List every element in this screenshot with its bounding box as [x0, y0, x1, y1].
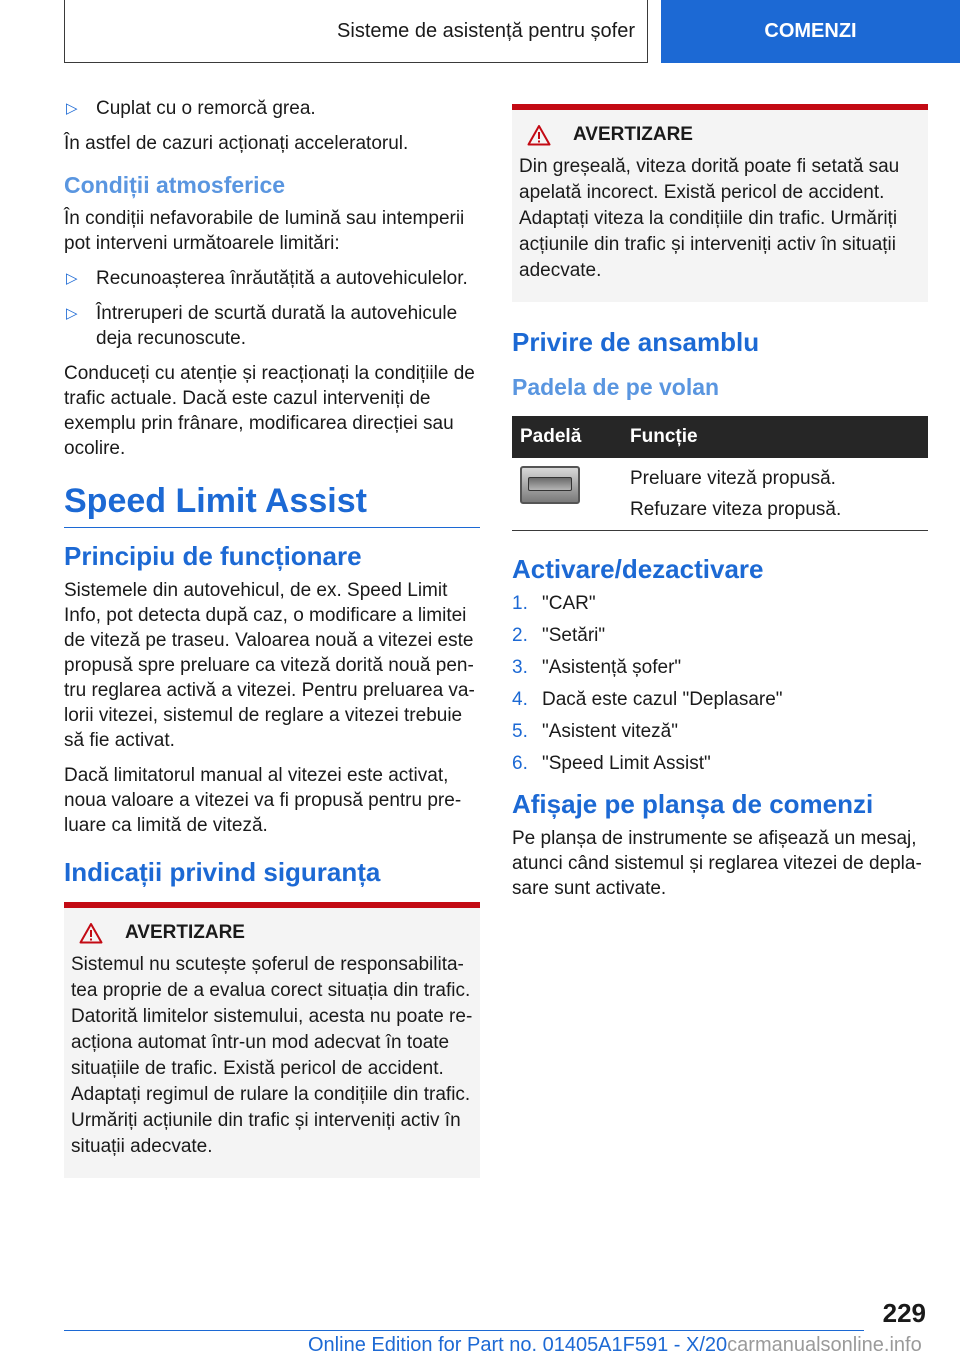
- triangle-bullet-icon: ▷: [66, 305, 78, 322]
- list-item-text: Întreruperi de scurtă durată la autovehicule deja recunoscute.: [96, 303, 458, 349]
- table-cell-paddle: [512, 458, 622, 531]
- footer-edition-text: Online Edition for Part no. 01405A1F591 - X/20: [308, 1334, 728, 1356]
- list-item: [512, 687, 928, 712]
- triangle-bullet-icon: ▷: [66, 270, 78, 287]
- list-item: [512, 751, 928, 776]
- step-number: 5.: [512, 721, 528, 742]
- table-cell-function: [622, 458, 928, 531]
- list-item: [512, 719, 928, 744]
- heading-weather: Condiții atmosferice: [64, 172, 286, 198]
- step-number: 3.: [512, 657, 528, 678]
- page-title: Speed Limit Assist: [64, 482, 367, 520]
- step-text: Dacă este cazul "Deplasare": [542, 689, 783, 710]
- step-number: 1.: [512, 593, 528, 614]
- list-item: [512, 655, 928, 680]
- list-item-text: Cuplat cu o remorcă grea.: [96, 98, 316, 119]
- heading-safety: Indicații privind siguranța: [64, 857, 381, 887]
- warning-title-text: AVERTIZARE: [125, 922, 245, 943]
- warning-title-text: AVERTIZARE: [573, 124, 693, 145]
- triangle-bullet-icon: ▷: [66, 100, 78, 117]
- step-text: "Setări": [542, 625, 606, 646]
- step-number: 2.: [512, 625, 528, 646]
- list-item: [64, 96, 480, 121]
- heading-paddle: Padela de pe volan: [512, 374, 720, 400]
- step-number: 6.: [512, 753, 528, 774]
- header-tab-label: COMENZI: [764, 20, 857, 42]
- table-row: [512, 458, 928, 531]
- header-section-title: [64, 0, 648, 63]
- right-column: [512, 96, 928, 911]
- heading-display: Afișaje pe planșa de comenzi: [512, 789, 874, 819]
- heading-principle: Principiu de funcționare: [64, 541, 362, 571]
- table-header-row: [512, 416, 928, 458]
- heading-overview: Privire de ansamblu: [512, 327, 760, 357]
- list-item: [64, 301, 480, 351]
- step-text: "Asistență șofer": [542, 657, 682, 678]
- page-number: 229: [882, 1298, 926, 1328]
- step-number: 4.: [512, 689, 528, 710]
- step-text: "CAR": [542, 593, 596, 614]
- paddle-function-table: [512, 416, 928, 531]
- warning-text: Sistemul nu scutește șoferul de responsabilitatea proprie de a evalua corect situația din trafic. Datorită limitelor sistemului, acesta nu poate reacționa automat într-un mod adecvat în toate situațiile de trafic. Există pericol de accident. Adaptați regimul de rulare la condițiile din trafic. Urmăriți acțiunile din trafic și interveniți activ în situații adecvate.: [71, 954, 473, 1157]
- table-header-function: Funcție: [622, 416, 928, 458]
- header-tab-comenzi[interactable]: [661, 0, 960, 63]
- heading-activation: Activare/dezactivare: [512, 554, 764, 584]
- list-item-text: Recunoașterea înrăutățită a autovehiculelor.: [96, 268, 468, 289]
- table-header-paddle: Padelă: [512, 416, 622, 458]
- title-divider: [64, 527, 480, 528]
- warning-triangle-icon: [79, 922, 103, 944]
- paragraph-drive: Conduceți cu atenție și reacționați la condițiile de trafic actuale. Dacă este cazul interveniți de exemplu prin frânare, modificarea direcției sau ocolire.: [64, 363, 475, 459]
- footer-divider: [64, 1330, 864, 1331]
- list-item: [512, 623, 928, 648]
- step-text: "Asistent viteză": [542, 721, 678, 742]
- function-reject: Refuzare viteza propusă.: [630, 499, 842, 520]
- list-item: [64, 266, 480, 291]
- warning-title: [519, 124, 921, 146]
- warning-box: [512, 104, 928, 302]
- footer-edition: [308, 1334, 922, 1357]
- paragraph-principle: Sistemele din autovehicul, de ex. Speed Limit Info, pot detecta după caz, o modificare a limitei de viteză pe traseu. Valoarea nouă a vitezei este propusă spre preluare ca viteză dorită nouă pentru reglarea activă a vitezei. Pentru preluarea valorii vitezei, sistemul de reglare a vitezei trebuie să fie activat.: [64, 580, 475, 751]
- warning-text: Din greșeală, viteza dorită poate fi setată sau apelată incorect. Există pericol de accident. Adaptați viteza la condițiile din trafic. Urmăriți acțiunile din trafic și interveniți activ în situații adecvate.: [519, 156, 900, 281]
- function-accept: Preluare viteză propusă.: [630, 468, 836, 489]
- footer-watermark-link[interactable]: carmanualsonline.info: [727, 1334, 922, 1356]
- paragraph-manual: Dacă limitatorul manual al vitezei este activat, noua valoare a vitezei va fi propusă pentru preluare ca limită de viteză.: [64, 765, 462, 836]
- steering-paddle-icon: [520, 466, 580, 504]
- paragraph-weather: În condiții nefavorabile de lumină sau intemperii pot interveni următoarele limitări:: [64, 208, 465, 254]
- list-item: [512, 591, 928, 616]
- step-text: "Speed Limit Assist": [542, 753, 711, 774]
- warning-triangle-icon: [527, 124, 551, 146]
- warning-box: [64, 902, 480, 1178]
- activation-steps: [512, 591, 928, 776]
- paragraph-intro: În astfel de cazuri acționați acceleratorul.: [64, 133, 409, 154]
- warning-title: [71, 922, 473, 944]
- header-section-label: Sisteme de asistență pentru șofer: [337, 19, 635, 42]
- paragraph-display: Pe planșa de instrumente se afișează un mesaj, atunci când sistemul și reglarea vitezei de deplasare sunt activate.: [512, 828, 922, 899]
- left-column: [64, 96, 480, 1194]
